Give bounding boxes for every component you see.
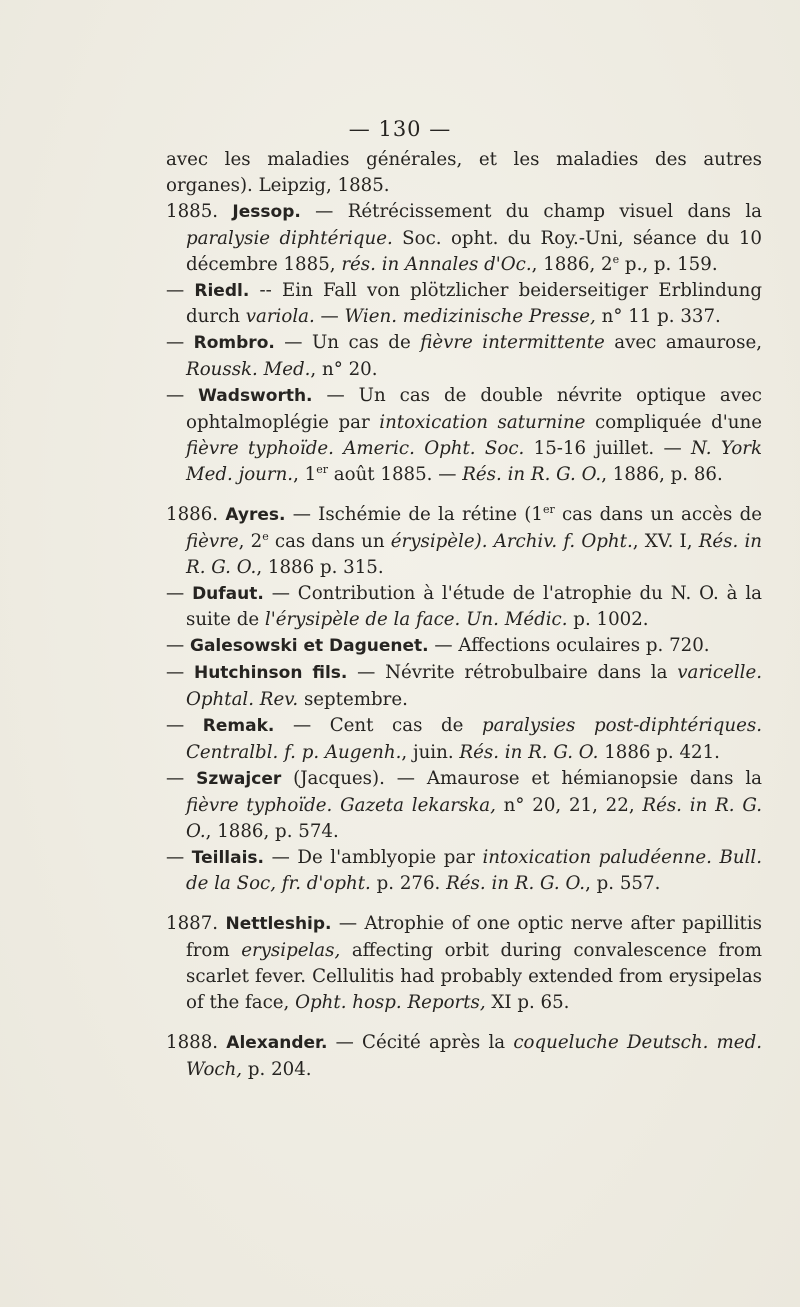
entry-teillais: — Teillais. — De l'amblyopie par intoxication paludéenne. Bull. de la Soc, fr. d'opht. p. 276. Rés. in R. G. O., p. 557. [166,846,762,895]
author-name: Teillais. [191,847,265,868]
entry-szwajcer: — Szwajcer (Jacques). — Amaurose et hémianopsie dans la fièvre typhoïde. Gazeta lekarska, n° 20, 21, 22, Rés. in R. G. O., 1886, p. 574. [166,767,762,842]
year-1887 [166,911,762,1016]
entry-jessop: 1885. Jessop. — Rétrécissement du champ visuel dans la paralysie diphtérique. Soc. opht. du Roy.-Uni, séance du 10 décembre 1885, rés. in Annales d'Oc., 1886, 2e p., p. 159. [166,200,762,275]
author-name: Nettleship. [225,914,332,935]
author-name: Rombro. [193,333,275,354]
entry-riedl: — Riedl. -- Ein Fall von plötzlicher beiderseitiger Erblindung durch variola. — Wien. medizinische Presse, n° 11 p. 337. [166,279,762,328]
entry-hutchinson: — Hutchinson fils. — Névrite rétrobulbaire dans la varicelle. Ophtal. Rev. septembre. [166,662,763,711]
entry-ayres: 1886. Ayres. — Ischémie de la rétine (1er cas dans un accès de fièvre, 2e cas dans un érysipèle). Archiv. f. Opht., XV. I, Rés. in R. G. O., 1886 p. 315. [166,502,763,578]
author-name: Galesowski et Daguenet. [189,636,429,657]
author-name: Hutchinson fils. [193,663,348,684]
author-name: Dufaut. [192,583,264,604]
year-1888 [166,1030,762,1083]
author-name: Wadsworth. [198,386,313,407]
entry-alexander: 1888. Alexander. — Cécité après la coqueluche Deutsch. med. Woch, p. 204. [166,1032,762,1080]
entry-rombro: — Rombro. — Un cas de fièvre intermittente avec amaurose, Roussk. Med., n° 20. [166,332,762,381]
entry-continuation: avec les maladies générales, et les maladies des autres organes). Leipzig, 1885. [166,149,762,196]
entry-wadsworth: — Wadsworth. — Un cas de double névrite optique avec ophtalmoplégie par intoxication saturnine compliquée d'une fièvre typhoïde. Americ. Opht. Soc. 15-16 juillet. — N. York Med. journ., 1er août 1885. — Rés. in R. G. O., 1886, p. 86. [166,385,762,485]
entry-galesowski: — Galesowski et Daguenet. — Affections oculaires p. 720. [166,635,710,657]
page-number: — 130 — [348,117,452,141]
bibliography-text [166,147,762,1083]
entry-remak: — Remak. — Cent cas de paralysies post-diphtériques. Centralbl. f. p. Augenh., juin. Rés. in R. G. O. 1886 p. 421. [166,715,762,763]
entry-dufaut: — Dufaut. — Contribution à l'étude de l'atrophie du N. O. à la suite de l'érysipèle de la face. Un. Médic. p. 1002. [166,582,762,631]
entry-nettleship: 1887. Nettleship. — Atrophie of one optic nerve after papillitis from erysipelas, affecting orbit during convalescence from scarlet fever. Cellulitis had probably extended from erysipelas of the face, Opht. hosp. Reports, XI p. 65. [166,913,762,1014]
author-name: Riedl. [194,280,250,301]
author-name: Alexander. [226,1033,328,1053]
author-name: Ayres. [225,504,286,525]
year-1886 [166,502,762,898]
author-name: Remak. [202,716,275,737]
author-name: Jessop. [232,201,301,222]
author-name: Szwajcer [196,768,282,789]
